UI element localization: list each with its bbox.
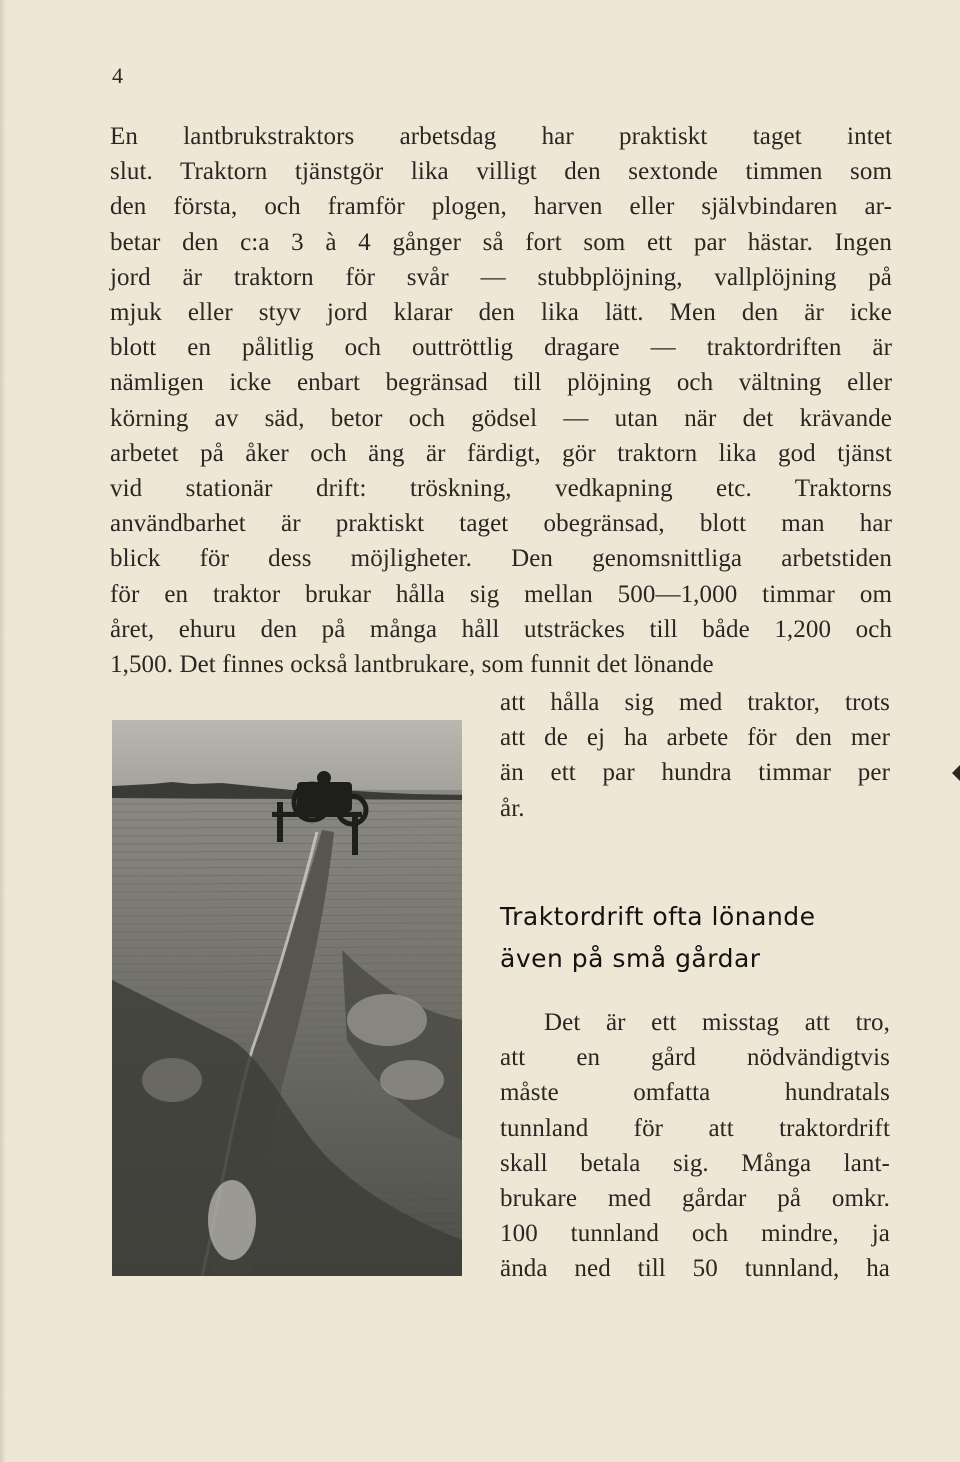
bleed-mark-arrow xyxy=(952,765,960,781)
main-text-line: 1,500. Det finnes också lantbrukare, som funnit det lönande xyxy=(110,651,714,679)
section-text-line: brukare med gårdar på omkr. xyxy=(500,1185,890,1213)
right-column-line: år. xyxy=(500,794,525,822)
right-column-line: än ett par hundra timmar per xyxy=(500,759,890,787)
page-edge-shadow xyxy=(0,0,6,1462)
main-text-line: den första, och framför plogen, harven eller självbindaren ar- xyxy=(110,193,892,221)
main-text-line: blick för dess möjligheter. Den genomsnittliga arbetstiden xyxy=(110,545,892,573)
tractor-plowing-photo xyxy=(112,720,462,1276)
section-text-line: att en gård nödvändigtvis xyxy=(500,1044,890,1072)
main-text-line: mjuk eller styv jord klarar den lika lätt. Men den är icke xyxy=(110,299,892,327)
section-text-line: ända ned till 50 tunnland, ha xyxy=(500,1255,890,1283)
main-paragraph xyxy=(110,119,892,682)
main-text-line: arbetet på åker och äng är färdigt, gör traktorn lika god tjänst xyxy=(110,439,892,467)
section-text-line: tunnland för att traktordrift xyxy=(500,1114,890,1142)
right-column-line: att de ej ha arbete för den mer xyxy=(500,724,890,752)
section-text-line: skall betala sig. Många lant- xyxy=(500,1149,890,1177)
section-text-line: måste omfatta hundratals xyxy=(500,1079,890,1107)
main-text-line: En lantbrukstraktors arbetsdag har praktiskt taget intet xyxy=(110,123,892,150)
main-text-line: slut. Traktorn tjänstgör lika villigt den sextonde timmen som xyxy=(110,158,892,186)
right-column-continuation xyxy=(500,685,890,826)
main-text-line: användbarhet är praktiskt taget obegränsad, blott man har xyxy=(110,510,892,538)
main-text-line: körning av säd, betor och gödsel — utan när det krävande xyxy=(110,404,892,432)
main-text-line: för en traktor brukar hålla sig mellan 500—1,000 timmar om xyxy=(110,580,892,608)
main-text-line: jord är traktorn för svår — stubbplöjning, vallplöjning på xyxy=(110,263,892,291)
main-text-line: blott en pålitlig och outtröttlig dragare — traktordriften är xyxy=(110,334,892,362)
main-text-line: nämligen icke enbart begränsad till plöjning och vältning eller xyxy=(110,369,892,397)
page-number: 4 xyxy=(112,63,123,88)
main-text-line: betar den c:a 3 à 4 gånger så fort som ett par hästar. Ingen xyxy=(110,228,892,256)
right-column-line: att hålla sig med traktor, trots xyxy=(500,689,890,716)
main-text-line: året, ehuru den på många håll utsträckes till både 1,200 och xyxy=(110,615,892,643)
section-heading-line: även på små gårdar xyxy=(500,944,761,973)
section-text-line: 100 tunnland och mindre, ja xyxy=(500,1220,890,1248)
section-heading-line: Traktordrift ofta lönande xyxy=(500,902,816,931)
section-paragraph xyxy=(500,1005,890,1287)
main-text-line: vid stationär drift: tröskning, vedkapning etc. Traktorns xyxy=(110,475,892,503)
section-text-line: Det är ett misstag att tro, xyxy=(544,1009,890,1036)
section-heading xyxy=(500,896,816,980)
